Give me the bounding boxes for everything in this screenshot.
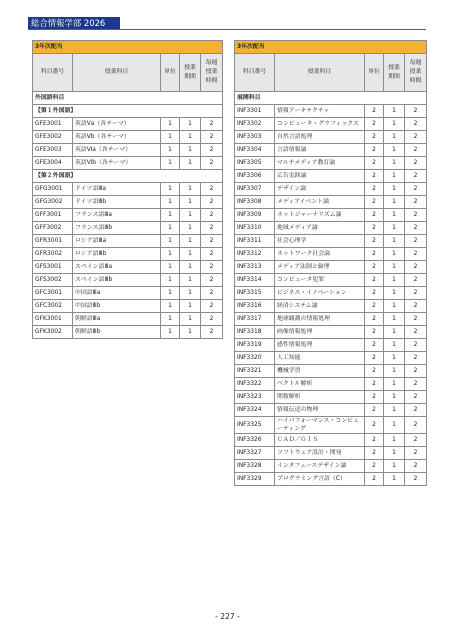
course-row [235,365,427,378]
course-term: 1 [180,131,201,144]
course-term: 1 [384,391,405,404]
course-hours: 2 [405,183,427,196]
group-label: 【第１外国語】 [33,105,223,118]
course-term: 1 [384,339,405,352]
header-rule [28,29,426,30]
course-term: 1 [384,131,405,144]
course-hours: 2 [201,235,223,248]
course-row [33,183,223,196]
course-code: INF3321 [235,365,275,378]
course-row [33,300,223,313]
course-code: GFR3002 [33,248,73,261]
course-term: 1 [384,434,405,447]
course-name: コンピュータ・グラフィックス [275,118,365,131]
course-code: INF3314 [235,274,275,287]
course-credits: 1 [161,209,180,222]
course-credits: 1 [161,196,180,209]
course-code: INF3320 [235,352,275,365]
course-hours: 2 [405,365,427,378]
course-term: 1 [180,209,201,222]
course-term: 1 [384,313,405,326]
course-name: ドイツ語Ⅲa [73,183,161,196]
course-code: INF3327 [235,447,275,460]
course-name: スペイン語Ⅲa [73,261,161,274]
course-name: 朝鮮語Ⅲa [73,313,161,326]
course-credits: 2 [365,339,384,352]
course-credits: 2 [365,248,384,261]
course-name: メディア法制と倫理 [275,261,365,274]
course-term: 1 [384,183,405,196]
course-row [235,287,427,300]
course-credits: 2 [365,235,384,248]
course-credits: 1 [161,248,180,261]
course-hours: 2 [201,261,223,274]
column-header-row [235,54,427,92]
course-row [235,434,427,447]
course-row [235,473,427,486]
course-term: 1 [384,144,405,157]
course-code: INF3305 [235,157,275,170]
course-credits: 1 [161,313,180,326]
course-code: INF3323 [235,391,275,404]
year-row [33,41,223,54]
course-term: 1 [384,447,405,460]
course-hours: 2 [405,326,427,339]
course-credits: 1 [161,144,180,157]
col-header-term: 授業期間 [384,54,405,92]
course-name: 地域メディア論 [275,222,365,235]
course-row [235,248,427,261]
course-code: INF3304 [235,144,275,157]
course-term: 1 [180,196,201,209]
course-row [235,417,427,434]
course-term: 1 [384,326,405,339]
course-credits: 2 [365,391,384,404]
course-row [33,235,223,248]
course-code: INF3302 [235,118,275,131]
course-hours: 2 [405,274,427,287]
course-credits: 2 [365,196,384,209]
course-term: 1 [180,157,201,170]
course-credits: 2 [365,157,384,170]
course-row [33,196,223,209]
course-name: 情報アーキテクチャ [275,105,365,118]
page-header-title: 総合情報学部 2026 [31,18,106,28]
course-name: メディアイベント論 [275,196,365,209]
course-row [235,261,427,274]
course-row [235,313,427,326]
course-row [235,404,427,417]
course-row [235,196,427,209]
course-code: INF3326 [235,434,275,447]
course-term: 1 [384,209,405,222]
course-credits: 2 [365,404,384,417]
course-name: ロシア語Ⅲa [73,235,161,248]
course-term: 1 [180,300,201,313]
course-credits: 2 [365,287,384,300]
col-header-term: 授業期間 [180,54,201,92]
course-code: INF3301 [235,105,275,118]
course-term: 1 [384,261,405,274]
course-name: ＣＡＤ／ＧＩＳ [275,434,365,447]
course-credits: 1 [161,326,180,339]
course-row [33,261,223,274]
course-term: 1 [384,460,405,473]
course-code: GFK3001 [33,313,73,326]
course-name: フランス語Ⅲb [73,222,161,235]
section-label: 外国語科目 [33,92,223,105]
course-hours: 2 [405,248,427,261]
course-term: 1 [180,274,201,287]
course-code: INF3307 [235,183,275,196]
course-credits: 2 [365,131,384,144]
course-code: INF3319 [235,339,275,352]
course-hours: 2 [405,447,427,460]
column-header-row [33,54,223,92]
course-name: プログラミング言語（C） [275,473,365,486]
course-credits: 1 [161,157,180,170]
col-header-credits: 単位 [365,54,384,92]
course-credits: 1 [161,300,180,313]
year-row [235,41,427,54]
section-row [33,92,223,105]
course-term: 1 [180,313,201,326]
course-code: INF3308 [235,196,275,209]
course-code: GFF3002 [33,222,73,235]
course-term: 1 [180,222,201,235]
course-term: 1 [180,183,201,196]
course-row [33,274,223,287]
left-course-table [32,40,223,339]
course-code: INF3306 [235,170,275,183]
course-credits: 2 [365,300,384,313]
course-hours: 2 [405,157,427,170]
section-label: 展開科目 [235,92,427,105]
course-code: GFR3001 [33,235,73,248]
course-row [33,313,223,326]
course-row [33,118,223,131]
course-term: 1 [180,326,201,339]
course-code: INF3324 [235,404,275,417]
course-code: INF3315 [235,287,275,300]
course-credits: 2 [365,460,384,473]
course-name: スペイン語Ⅲb [73,274,161,287]
course-name: 人工知能 [275,352,365,365]
course-row [235,326,427,339]
course-name: インタフェースデザイン論 [275,460,365,473]
year-label: 3年次配当 [235,41,427,54]
course-credits: 2 [365,261,384,274]
course-credits: 2 [365,434,384,447]
course-name: 中国語Ⅲa [73,287,161,300]
course-credits: 2 [365,352,384,365]
course-code: GFC3001 [33,287,73,300]
course-name: ロシア語Ⅲb [73,248,161,261]
course-code: INF3303 [235,131,275,144]
course-code: GFF3001 [33,209,73,222]
page-number: - 227 - [215,612,240,621]
course-name: デザイン論 [275,183,365,196]
course-row [235,460,427,473]
course-hours: 2 [201,287,223,300]
course-name: 朝鮮語Ⅲb [73,326,161,339]
course-term: 1 [384,287,405,300]
col-header-name: 授業科目 [275,54,365,92]
course-term: 1 [384,170,405,183]
course-name: ネットワーク社会論 [275,248,365,261]
course-credits: 2 [365,105,384,118]
course-hours: 2 [405,105,427,118]
course-credits: 1 [161,131,180,144]
course-code: GFS3001 [33,261,73,274]
course-term: 1 [384,196,405,209]
course-term: 1 [384,352,405,365]
course-hours: 2 [405,287,427,300]
course-row [235,222,427,235]
course-credits: 2 [365,118,384,131]
course-row [33,326,223,339]
course-code: INF3312 [235,248,275,261]
course-hours: 2 [201,274,223,287]
course-name: ソフトウェア設計・開発 [275,447,365,460]
course-term: 1 [384,365,405,378]
course-hours: 2 [405,391,427,404]
col-header-hours: 毎週授業時間 [201,54,223,92]
course-code: INF3322 [235,378,275,391]
course-hours: 2 [201,144,223,157]
course-credits: 2 [365,274,384,287]
course-hours: 2 [405,222,427,235]
course-credits: 1 [161,261,180,274]
course-row [235,157,427,170]
course-row [33,248,223,261]
course-hours: 2 [201,313,223,326]
course-hours: 2 [201,131,223,144]
course-row [235,105,427,118]
course-hours: 2 [201,209,223,222]
course-row [235,131,427,144]
course-row [235,339,427,352]
course-name: 広告実践論 [275,170,365,183]
course-code: INF3318 [235,326,275,339]
course-term: 1 [384,157,405,170]
course-credits: 1 [161,222,180,235]
col-header-credits: 単位 [161,54,180,92]
course-hours: 2 [201,326,223,339]
course-row [235,391,427,404]
group-label: 【第２外国語】 [33,170,223,183]
course-row [235,144,427,157]
course-name: 画像情報処理 [275,326,365,339]
course-term: 1 [384,274,405,287]
course-row [235,209,427,222]
course-code: GFG3001 [33,183,73,196]
course-hours: 2 [405,235,427,248]
course-name: 英語Ⅵb（各テーマ） [73,157,161,170]
course-name: 英語Ⅵa（各テーマ） [73,144,161,157]
course-hours: 2 [201,118,223,131]
course-hours: 2 [201,157,223,170]
course-hours: 2 [405,473,427,486]
course-code: INF3329 [235,473,275,486]
course-name: 英語Ⅴb（各テーマ） [73,131,161,144]
course-name: 経済システム論 [275,300,365,313]
course-row [235,300,427,313]
course-name: 感性情報処理 [275,339,365,352]
course-name: ネットジャーナリズム論 [275,209,365,222]
course-term: 1 [384,404,405,417]
course-hours: 2 [405,300,427,313]
course-hours: 2 [201,222,223,235]
course-name: 自然言語処理 [275,131,365,144]
course-term: 1 [180,235,201,248]
course-row [235,447,427,460]
group-row [33,170,223,183]
course-term: 1 [180,144,201,157]
course-row [235,274,427,287]
course-credits: 2 [365,222,384,235]
course-name: 地球観測の情報処理 [275,313,365,326]
course-credits: 1 [161,274,180,287]
course-row [235,183,427,196]
course-term: 1 [180,287,201,300]
section-row [235,92,427,105]
course-hours: 2 [405,131,427,144]
course-hours: 2 [405,313,427,326]
course-row [33,209,223,222]
course-hours: 2 [405,417,427,434]
course-row [33,222,223,235]
course-name: ベクトル解析 [275,378,365,391]
course-hours: 2 [405,378,427,391]
course-credits: 2 [365,144,384,157]
course-code: INF3310 [235,222,275,235]
course-code: GFS3002 [33,274,73,287]
course-term: 1 [384,473,405,486]
year-label: 3年次配当 [33,41,223,54]
course-hours: 2 [201,196,223,209]
course-credits: 2 [365,417,384,434]
course-row [235,118,427,131]
course-code: GFE3004 [33,157,73,170]
course-name: 社会心理学 [275,235,365,248]
course-code: GFK3002 [33,326,73,339]
course-row [235,352,427,365]
course-row [33,144,223,157]
course-credits: 1 [161,118,180,131]
course-credits: 2 [365,326,384,339]
course-term: 1 [384,378,405,391]
course-code: INF3316 [235,300,275,313]
course-code: GFE3003 [33,144,73,157]
course-code: INF3311 [235,235,275,248]
course-credits: 2 [365,183,384,196]
course-term: 1 [384,248,405,261]
course-term: 1 [384,417,405,434]
course-row [33,157,223,170]
course-code: INF3317 [235,313,275,326]
course-name: ビジネス・イノベーション [275,287,365,300]
course-code: INF3309 [235,209,275,222]
course-term: 1 [384,235,405,248]
course-hours: 2 [405,339,427,352]
course-name: マルチメディア教育論 [275,157,365,170]
course-name: 関数解析 [275,391,365,404]
col-header-hours: 毎週授業時間 [405,54,427,92]
course-hours: 2 [201,183,223,196]
right-course-table [234,40,427,486]
course-credits: 1 [161,287,180,300]
course-name: ドイツ語Ⅲb [73,196,161,209]
course-code: INF3325 [235,417,275,434]
col-header-name: 授業科目 [73,54,161,92]
course-hours: 2 [405,118,427,131]
course-credits: 2 [365,365,384,378]
course-code: GFE3002 [33,131,73,144]
course-row [235,170,427,183]
course-code: GFG3002 [33,196,73,209]
col-header-code: 科目番号 [235,54,275,92]
course-credits: 2 [365,313,384,326]
course-term: 1 [384,300,405,313]
course-hours: 2 [405,261,427,274]
course-credits: 1 [161,183,180,196]
course-hours: 2 [405,209,427,222]
course-credits: 2 [365,209,384,222]
course-term: 1 [180,261,201,274]
course-name: 言語情報論 [275,144,365,157]
course-term: 1 [180,248,201,261]
col-header-code: 科目番号 [33,54,73,92]
course-name: 英語Ⅴa（各テーマ） [73,118,161,131]
course-hours: 2 [405,144,427,157]
course-row [33,131,223,144]
course-hours: 2 [405,170,427,183]
course-name: フランス語Ⅲa [73,209,161,222]
course-code: INF3313 [235,261,275,274]
course-name: 機械学習 [275,365,365,378]
course-term: 1 [384,105,405,118]
course-term: 1 [384,222,405,235]
course-hours: 2 [405,352,427,365]
course-term: 1 [180,118,201,131]
course-hours: 2 [201,300,223,313]
course-row [235,378,427,391]
course-code: GFC3002 [33,300,73,313]
course-name: コンピュータ犯罪 [275,274,365,287]
course-credits: 2 [365,447,384,460]
course-name: 中国語Ⅲb [73,300,161,313]
group-row [33,105,223,118]
course-row [33,287,223,300]
course-term: 1 [384,118,405,131]
course-credits: 2 [365,378,384,391]
course-code: INF3328 [235,460,275,473]
course-credits: 1 [161,235,180,248]
course-row [235,235,427,248]
course-code: GFE3001 [33,118,73,131]
course-credits: 2 [365,473,384,486]
course-hours: 2 [405,196,427,209]
course-hours: 2 [405,460,427,473]
course-hours: 2 [405,434,427,447]
course-hours: 2 [201,248,223,261]
course-credits: 2 [365,170,384,183]
course-name: ハイパフォーマンス・コンピューティング [275,417,365,434]
course-name: 情報伝送の物理 [275,404,365,417]
course-hours: 2 [405,404,427,417]
